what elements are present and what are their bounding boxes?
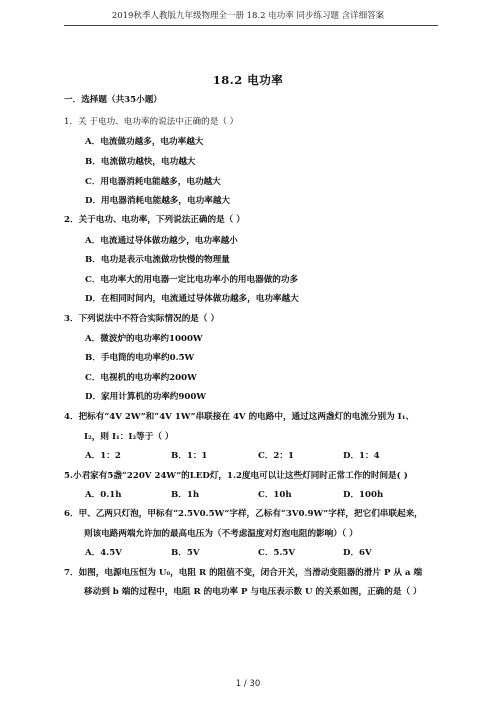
question-4-option-b: B．1：1 — [171, 451, 208, 461]
question-3-option-b: B．手电筒的电功率约0.5W — [85, 353, 195, 363]
question-5-option-c: C．10h — [258, 490, 292, 500]
question-5-option-a: A．0.1h — [85, 490, 122, 500]
question-7-stem-line1: 7．如图，电源电压恒为 U₀，电阻 R 的阻值不变，闭合开关，当滑动变阻器的滑片 P 从 a 端 — [64, 568, 423, 578]
question-6-stem-line1: 6．甲、乙两只灯泡，甲标有“2.5V0.5W”字样，乙标有“3V0.9W”字样，把它们串联起来， — [64, 509, 423, 519]
question-1-option-d: D．用电器消耗电能越多，电功率越大 — [85, 196, 230, 206]
question-1-option-a: A．电流做功越多，电功率越大 — [85, 137, 204, 147]
question-4-option-a: A．1：2 — [85, 451, 121, 461]
question-3-stem: 3．下列说法中不符合实际情况的是（ ） — [64, 314, 220, 324]
question-6-stem-line2: 则该电路两端允许加的最高电压为（不考虑温度对灯泡电阻的影响）（ ） — [84, 529, 358, 539]
page-header: 2019秋季人教版九年级物理全一册 18.2 电功率 同步练习题 含详细答案 — [111, 11, 385, 21]
question-2-option-d: D．在相同时间内，电流通过导体做功越多，电功率越大 — [85, 294, 299, 304]
question-7-stem-line2: 移动到 b 端的过程中，电阻 R 的电功率 P 与电压表示数 U 的关系如图，正确的是（ ） — [84, 587, 422, 597]
question-4-option-d: D．1：4 — [343, 451, 380, 461]
question-2-stem: 2．关于电功、电功率，下列说法正确的是（ ） — [64, 215, 245, 225]
question-6-option-d: D．6V — [343, 548, 372, 558]
question-1-option-b: B．电流做功越快，电功越大 — [85, 157, 196, 167]
question-6-option-b: B．5V — [171, 548, 200, 558]
page-number: 1 / 30 — [235, 679, 261, 689]
document-title: 18.2 电功率 — [212, 73, 284, 87]
question-4-option-c: C．2：1 — [258, 451, 294, 461]
question-6-option-a: A．4.5V — [85, 548, 122, 558]
question-3-option-c: C．电视机的电功率约200W — [85, 373, 197, 383]
question-2-option-a: A．电流通过导体做功越少，电功率越小 — [85, 236, 238, 246]
header-rule — [64, 25, 438, 26]
question-5-option-b: B．1h — [171, 490, 200, 500]
question-5-stem: 5.小君家有5盏“220V 24W”的LED灯，1.2度电可以让这些灯同时正常工作的时间是( ) — [64, 471, 408, 481]
question-2-option-c: C．电功率大的用电器一定比电功率小的用电器做的功多 — [85, 275, 299, 285]
question-5-option-d: D．100h — [343, 490, 384, 500]
question-4-stem-line1: 4．把标有“4V 2W”和“4V 1W”串联接在 4V 的电路中，通过这两盏灯的电流分别为 I₁、 — [64, 412, 415, 422]
question-1-stem: 1．关 于电功、电功率的说法中正确的是（ ） — [64, 117, 239, 127]
question-2-option-b: B．电功是表示电流做功快慢的物理量 — [85, 255, 230, 265]
question-6-option-c: C．5.5V — [258, 548, 296, 558]
question-3-option-a: A．微波炉的电功率约1000W — [85, 334, 203, 344]
question-4-stem-line2: I₂，则 I₁：I₂等于（ ） — [84, 432, 174, 442]
section-heading: 一．选择题（共35小题） — [64, 95, 162, 105]
question-1-option-c: C．用电器消耗电能越多，电功越大 — [85, 177, 221, 187]
question-3-option-d: D．家用计算机的功率约900W — [85, 392, 206, 402]
